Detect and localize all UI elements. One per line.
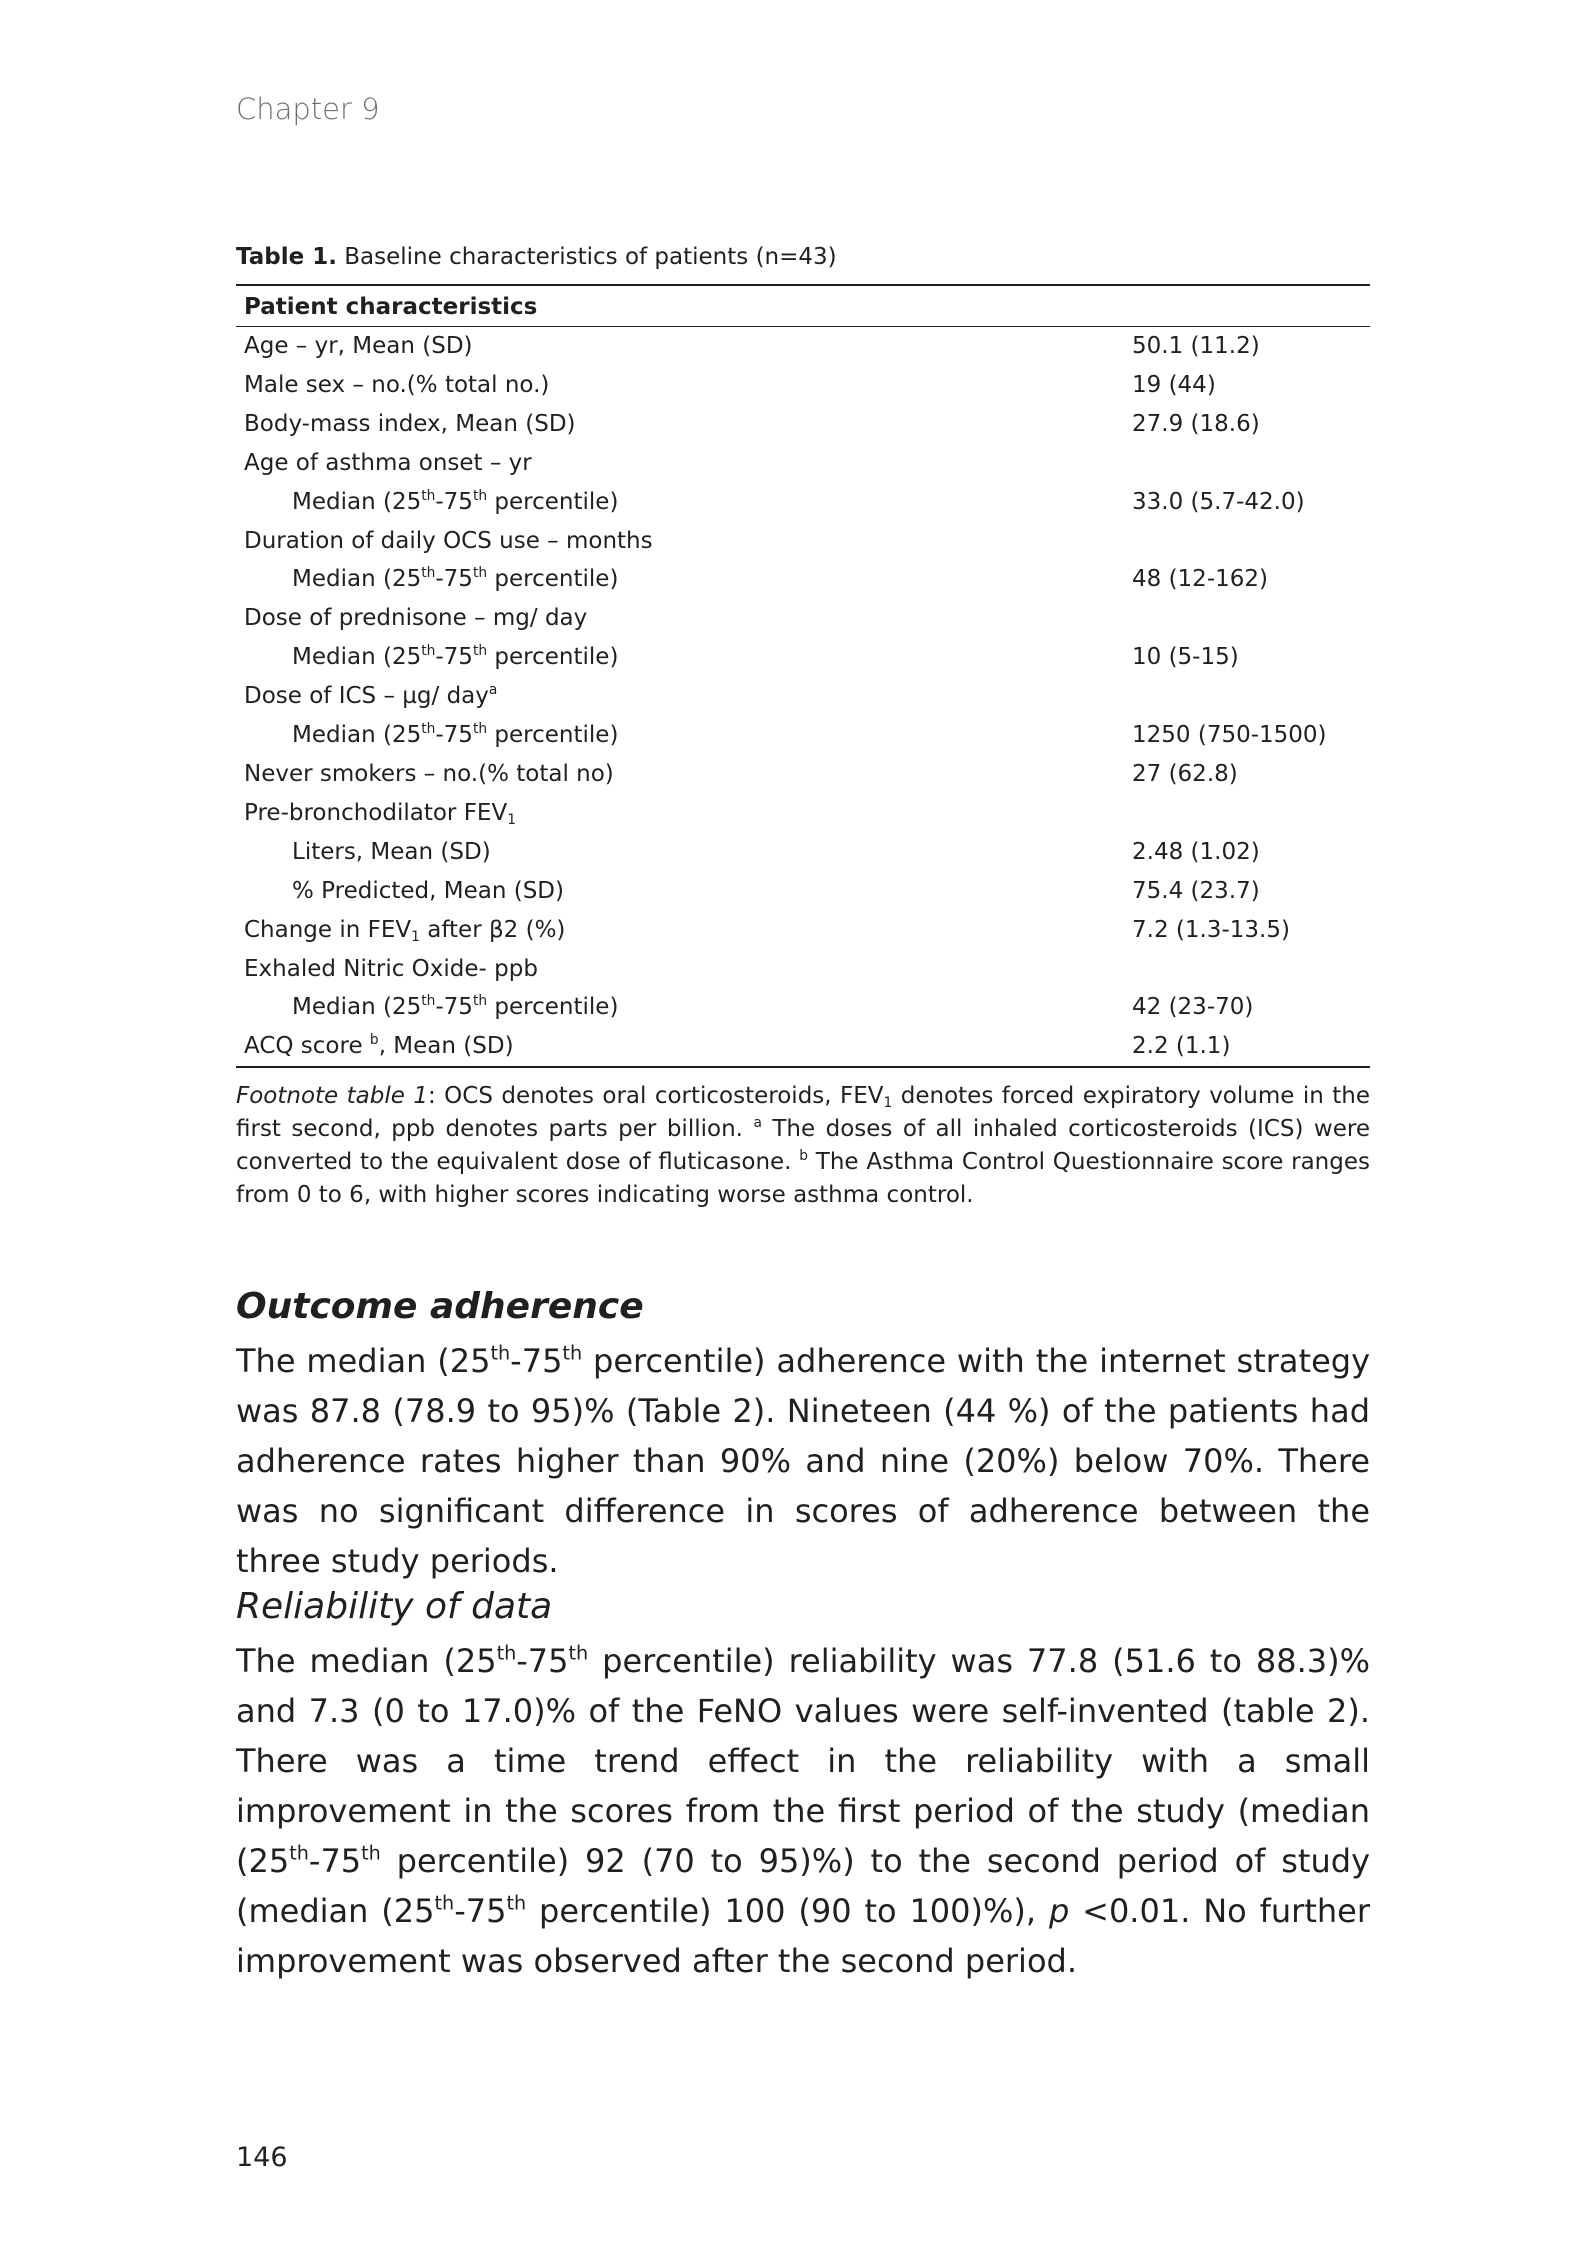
row-label: Exhaled Nitric Oxide- ppb	[244, 955, 538, 982]
row-value: 27.9 (18.6)	[1132, 410, 1260, 437]
row-label: Male sex – no.(% total no.)	[244, 371, 550, 398]
row-value	[1124, 677, 1370, 716]
row-label: ACQ score $^b$, Mean (SD)	[236, 1027, 1124, 1067]
table-row	[236, 327, 1370, 366]
table-row	[236, 405, 1370, 444]
row-value: 2.48 (1.02)	[1132, 838, 1260, 865]
section-outcome-adherence	[236, 1282, 1370, 1586]
row-value: 50.1 (11.2)	[1132, 333, 1260, 359]
row-value	[1124, 444, 1370, 483]
row-value: 48 (12-162)	[1132, 566, 1268, 593]
table-row	[236, 1027, 1370, 1067]
row-label: Pre-bronchodilator $FEV_1$	[244, 799, 516, 828]
table-caption-text: Baseline characteristics of patients (n=43)	[336, 244, 837, 270]
row-label: Duration of daily OCS use – months	[244, 527, 653, 554]
row-label-median: Median (25th-75th percentile)	[292, 643, 619, 671]
row-value: 19 (44)	[1132, 371, 1216, 398]
row-value: 7.2 (1.3-13.5)	[1132, 916, 1290, 943]
table-row	[236, 755, 1370, 794]
row-label: Change in $FEV_1$ after β2 (%)	[244, 916, 566, 945]
row-label: Age – yr, Mean (SD)	[244, 333, 473, 359]
table-row	[236, 560, 1370, 599]
table-row	[236, 638, 1370, 677]
table-footnote: Footnote table 1: OCS denotes oral corticosteroids, $FEV_1$ denotes forced expiratory volume in the first second, ppb denotes parts per billion. $^a$ The doses of all inhaled corticosteroids (ICS) were converted to the equivalent dose of fluticasone. $^b$ The Asthma Control Questionnaire score ranges from 0 to 6, with higher scores indicating worse asthma control.	[236, 1083, 1371, 1209]
section-paragraph: The median (25th-75th percentile) reliability was 77.8 (51.6 to 88.3)% and 7.3 (0 to 17.0)% of the FeNO values were self-invented (table 2). There was a time trend effect in the reliability with a small improvement in the scores from the first period of the study (median (25th-75th percentile) 92 (70 to 95)%) to the second period of study (median (25th-75th percentile) 100 (90 to 100)%), p <0.01. No further improvement was observed after the second period.	[236, 1641, 1371, 1980]
table-row	[236, 522, 1370, 561]
row-value: 2.2 (1.1)	[1124, 1027, 1370, 1067]
row-value	[1124, 599, 1370, 638]
row-label: % Predicted, Mean (SD)	[292, 877, 564, 904]
row-value	[1124, 522, 1370, 561]
row-value: 10 (5-15)	[1132, 644, 1239, 671]
table-row	[236, 950, 1370, 989]
row-label-median: Median (25th-75th percentile)	[292, 993, 619, 1021]
section-heading: Outcome adherence	[236, 1286, 644, 1327]
table-row	[236, 444, 1370, 483]
row-label-median: Median (25th-75th percentile)	[292, 487, 619, 515]
table-row	[236, 872, 1370, 911]
baseline-table	[236, 284, 1370, 1068]
table-row	[236, 988, 1370, 1027]
table-row	[236, 833, 1370, 872]
row-label: Age of asthma onset – yr	[244, 449, 532, 476]
page-number: 146	[236, 2142, 288, 2173]
table-caption-label: Table 1.	[236, 244, 337, 270]
section-reliability-of-data	[236, 1582, 1370, 1986]
row-value: 42 (23-70)	[1132, 994, 1254, 1021]
table-row	[236, 677, 1370, 716]
table-row	[236, 716, 1370, 755]
row-value	[1124, 794, 1370, 833]
row-label: Dose of prednisone – mg/ day	[244, 605, 588, 632]
table-caption	[236, 244, 1370, 270]
row-label: Never smokers – no.(% total no)	[244, 760, 614, 787]
row-label: Body-mass index, Mean (SD)	[244, 410, 576, 437]
row-value: 27 (62.8)	[1132, 760, 1238, 787]
table-row	[236, 599, 1370, 638]
table-header-row	[236, 285, 1370, 327]
row-value: 33.0 (5.7-42.0)	[1132, 488, 1305, 515]
row-label: Liters, Mean (SD)	[292, 838, 491, 865]
row-label-median: Median (25th-75th percentile)	[292, 565, 619, 593]
table-row	[236, 911, 1370, 950]
section-heading: Reliability of data	[236, 1586, 553, 1627]
row-label: Dose of ICS – µg/ day$^a$	[244, 682, 498, 710]
table-row	[236, 366, 1370, 405]
section-paragraph: The median (25th-75th percentile) adherence with the internet strategy was 87.8 (78.9 to 95)% (Table 2). Nineteen (44 %) of the patients had adherence rates higher than 90% and nine (20%) below 70%. There was no significant difference in scores of adherence between the three study periods.	[236, 1341, 1370, 1580]
table-header: Patient characteristics	[236, 285, 1370, 327]
row-value: 75.4 (23.7)	[1132, 877, 1260, 904]
row-label-median: Median (25th-75th percentile)	[292, 721, 619, 749]
table-row	[236, 483, 1370, 522]
row-value	[1124, 950, 1370, 989]
table-row	[236, 794, 1370, 833]
table-1	[236, 244, 1370, 1212]
row-value: 1250 (750-1500)	[1132, 722, 1327, 749]
running-head: Chapter 9	[236, 92, 380, 126]
